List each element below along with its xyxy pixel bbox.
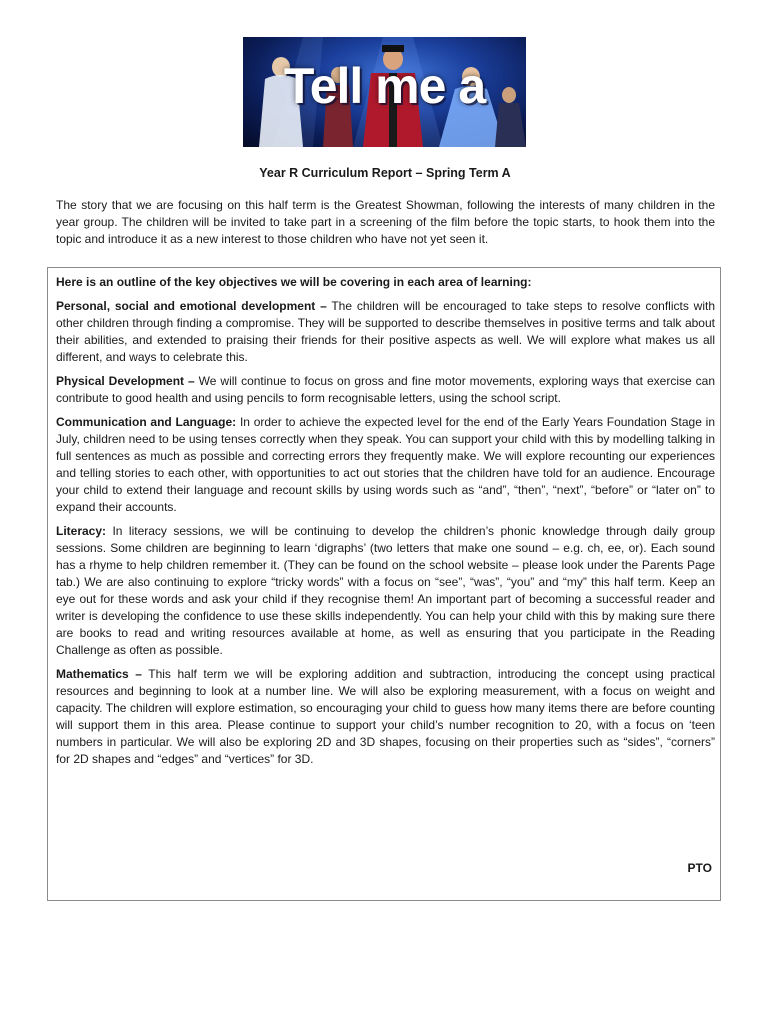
banner-title: Tell me a bbox=[283, 58, 486, 114]
area-body: In literacy sessions, we will be continuing to develop the children’s phonic knowledge through daily group sessions. Some children are beginning to learn ‘digraphs’ (two letters that make one sound – e.g. ch, ee, or). Each sound has a rhyme to help children remember it. (They can be found on the school website – please look under the Parents Page tab.) We are also continuing to explore “tricky words” with a focus on “see”, “was”, “you” and “my” this half term. Keep an eye out for these words and ask your child if they recognise them! An important part of becoming a successful reader and writer is developing the confidence to use these skills independently. You can help your child with this by making sure there are books to read and writing resources available at home, as well as ensuring that you participate in the Reading Challenge as often as possible. bbox=[56, 524, 715, 657]
area-body: The children will be encouraged to take steps to resolve conflicts with other children through finding a compromise. They will be supported to describe themselves in positive terms and talk about their abilities, and extended to praising their friends for their positive aspects as well. We will explore what makes us all different, and ways to celebrate this. bbox=[56, 299, 715, 364]
area-body: In order to achieve the expected level for the end of the Early Years Foundation Stage in July, children need to be using tenses correctly when they speak. You can support your child with this by modelling talking in full sentences as much as possible and correcting errors they frequently make. We will explore recounting our experiences and telling stories to each other, with opportunities to act out stories that the children have told for an audience. Encourage your child to extend their language and recount skills by using words such as “and”, “then”, “next”, “before” or “later on” to expand their accounts. bbox=[56, 415, 715, 514]
area-heading: Communication and Language: bbox=[56, 415, 237, 429]
area-heading: Physical Development – bbox=[56, 374, 195, 388]
report-title: Year R Curriculum Report – Spring Term A bbox=[259, 166, 511, 180]
banner-image bbox=[243, 37, 526, 147]
objectives-heading: Here is an outline of the key objectives we will be covering in each area of learning: bbox=[56, 275, 532, 289]
objectives-box bbox=[47, 267, 721, 901]
area-mathematics bbox=[56, 666, 715, 768]
area-heading: Mathematics – bbox=[56, 667, 142, 681]
objectives-content bbox=[56, 274, 715, 775]
area-heading: Personal, social and emotional development – bbox=[56, 299, 327, 313]
area-communication-language bbox=[56, 414, 715, 516]
area-literacy bbox=[56, 523, 715, 659]
area-physical-development bbox=[56, 373, 715, 407]
pto-label: PTO bbox=[687, 861, 712, 875]
area-heading: Literacy: bbox=[56, 524, 107, 538]
intro-paragraph: The story that we are focusing on this half term is the Greatest Showman, following the interests of many children in the year group. The children will be invited to take part in a screening of the film before the topic starts, to hook them into the topic and introduce it as a new interest to those children who have not yet seen it. bbox=[56, 198, 715, 246]
area-body: This half term we will be exploring addition and subtraction, introducing the concept using practical resources and beginning to look at a number line. We will also be exploring measurement, with a focus on weight and capacity. The children will explore estimation, so encouraging your child to guess how many items there are before counting will support them in this area. Please continue to support your child’s number recognition to 20, with a focus on ‘teen numbers in particular. We will also be exploring 2D and 3D shapes, focusing on their properties such as “sides”, “corners” for 2D shapes and “edges” and “vertices” for 3D. bbox=[56, 667, 715, 766]
area-personal-social-emotional bbox=[56, 298, 715, 366]
area-body: We will continue to focus on gross and fine motor movements, exploring ways that exercise can contribute to good health and using pencils to form recognisable letters, using the school script. bbox=[56, 374, 716, 405]
